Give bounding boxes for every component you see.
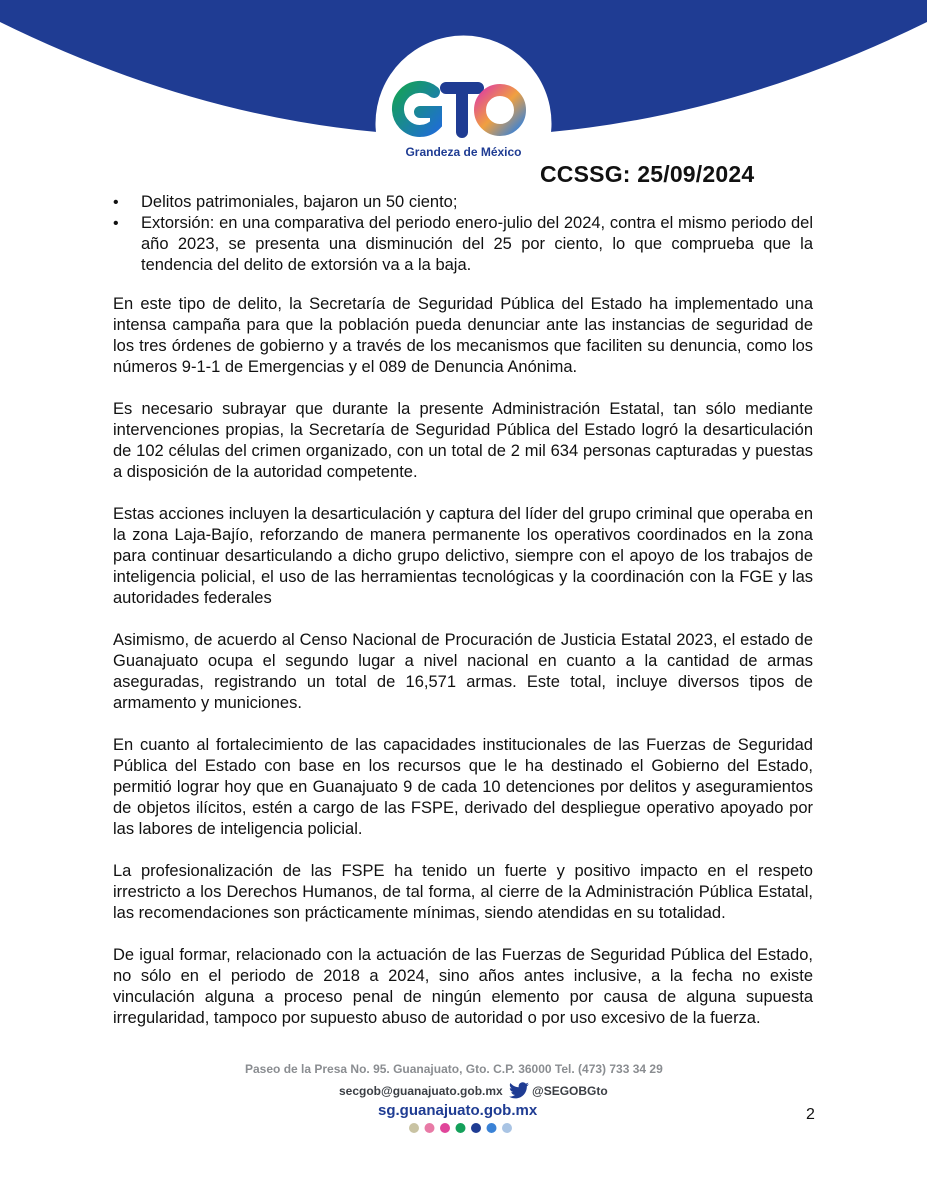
twitter-handle-link[interactable]: @SEGOBGto: [532, 1084, 608, 1098]
list-item: • Extorsión: en una comparativa del periodo enero-julio del 2024, contra el mismo periodo del año 2023, se presenta una disminución del 25 por ciento, lo que comprueba que la tendencia del delito de extorsión va a la baja.: [113, 214, 813, 274]
paragraph: De igual formar, relacionado con la actuación de las Fuerzas de Seguridad Pública del Estado, no sólo en el periodo de 2018 a 2024, sino años antes inclusive, a la fecha no existe vinculación alguna a proceso penal de ningún elemento por causa de alguna supuesta irregularidad, tampoco por supuesto abuso de autoridad o por uso excesivo de la fuerza.: [113, 946, 813, 1027]
twitter-icon[interactable]: [508, 1082, 530, 1100]
gto-logo: [372, 32, 555, 215]
paragraph: Estas acciones incluyen la desarticulación y captura del líder del grupo criminal que operaba en la zona Laja-Bajío, reforzando de manera permanente los operativos coordinados en la zona para continuar desarticulando a dicho grupo delictivo, siempre con el apoyo de los trabajos de inteligencia policial, el uso de las herramientas tecnológicas y la coordinación con la FGE y las autoridades federales: [113, 505, 813, 607]
page-number: 2: [806, 1106, 815, 1123]
color-dots: [408, 1122, 518, 1134]
color-dot: [456, 1123, 466, 1133]
bullet-icon: •: [113, 194, 119, 211]
footer-address: Paseo de la Presa No. 95. Guanajuato, Gto. C.P. 36000 Tel. (473) 733 34 29: [245, 1062, 663, 1076]
color-dot: [440, 1123, 450, 1133]
bullet-icon: •: [113, 215, 119, 232]
color-dot: [502, 1123, 512, 1133]
document-body: [113, 192, 813, 1050]
color-dot: [425, 1123, 435, 1133]
color-dot: [471, 1123, 481, 1133]
list-item: • Delitos patrimoniales, bajaron un 50 ciento;: [113, 193, 458, 211]
color-dot: [409, 1123, 419, 1133]
paragraph: Es necesario subrayar que durante la presente Administración Estatal, tan sólo mediante intervenciones propias, la Secretaría de Seguridad Pública del Estado logró la desarticulación de 102 células del crimen organizado, con un total de 2 mil 634 personas capturadas y puestas a disposición de la autoridad competente.: [113, 400, 813, 481]
logo-tagline: Grandeza de México: [405, 145, 522, 159]
color-dot: [487, 1123, 497, 1133]
footer-email-link[interactable]: secgob@guanajuato.gob.mx: [339, 1084, 503, 1098]
paragraph: La profesionalización de las FSPE ha tenido un fuerte y positivo impacto en el respeto irrestricto a los Derechos Humanos, de tal forma, al cierre de la Administración Pública Estatal, las recomendaciones son prácticamente mínimas, siendo atendidas en su totalidad.: [113, 862, 813, 922]
paragraph: Asimismo, de acuerdo al Censo Nacional de Procuración de Justicia Estatal 2023, el estado de Guanajuato ocupa el segundo lugar a nivel nacional en cuanto a la cantidad de armas aseguradas, registrando un total de 16,571 armas. Este total, incluye diversos tipos de armamento y municiones.: [113, 631, 813, 712]
document-code: CCSSG: 25/09/2024: [540, 161, 755, 187]
paragraph: En este tipo de delito, la Secretaría de Seguridad Pública del Estado ha implementado una intensa campaña para que la población pueda denunciar ante las instancias de seguridad de los tres órdenes de gobierno y a través de los mecanismos que faciliten su denuncia, como los números 9-1-1 de Emergencias y el 089 de Denuncia Anónima.: [113, 295, 813, 376]
website-link[interactable]: sg.guanajuato.gob.mx: [378, 1102, 538, 1119]
bullet-list: [113, 192, 813, 276]
paragraph: En cuanto al fortalecimiento de las capacidades institucionales de las Fuerzas de Seguridad Pública del Estado con base en los recursos que le ha destinado el Gobierno del Estado, permitió lograr hoy que en Guanajuato 9 de cada 10 detenciones por delitos y aseguramientos de objetos ilícitos, estén a cargo de las FSPE, derivado del despliegue operativo apoyado por las labores de inteligencia policial.: [113, 736, 813, 838]
